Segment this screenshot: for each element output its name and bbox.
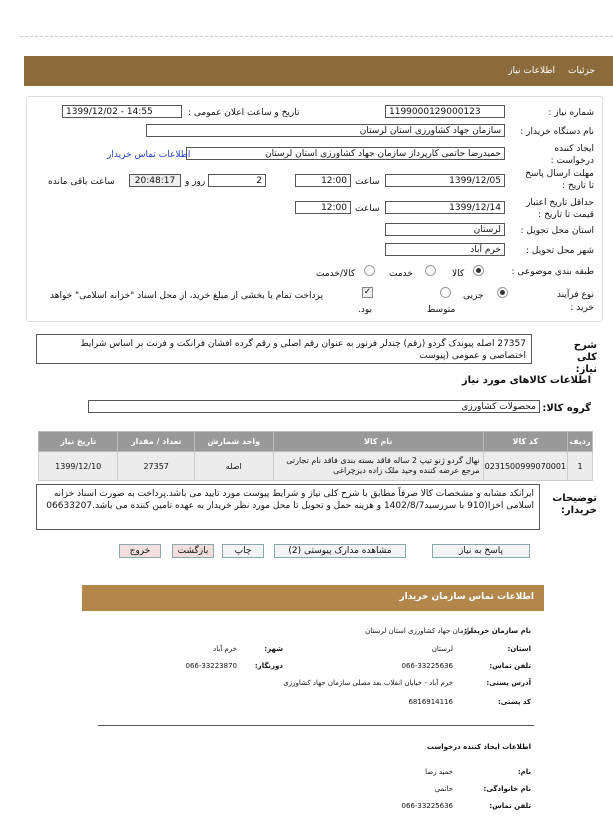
creator-name-label: نام: (517, 768, 531, 776)
creator-label: ایجاد کننده درخواست : (550, 144, 594, 166)
contact-phone-value: 066-33225636 (401, 662, 453, 670)
cell-qty: 27357 (118, 452, 194, 481)
reply-button[interactable]: پاسخ به نیاز (432, 544, 530, 558)
goods-group-field: محصولات کشاورزی (88, 400, 540, 413)
deadline-time-label: ساعت (355, 177, 380, 187)
page-header-bar (24, 56, 613, 86)
category-service-label: خدمت (389, 269, 413, 279)
buyer-contact-link[interactable]: اطلاعات تماس خریدار (107, 150, 191, 160)
creator-field[interactable]: حمیدرضا حاتمی کارپرداز سازمان جهاد کشاورزی استان لرستان (186, 147, 505, 160)
top-divider (20, 36, 613, 37)
cell-name: نهال گردو ژنو تیپ 2 ساله فاقد بسته بندی فاقد نام تجارتی مرجع عرضه کننده وحید ملک زاده دیزچراغی (273, 452, 483, 481)
goods-group-label: گروه کالا: (542, 403, 591, 414)
contact-postal-label: کد پستی: (497, 698, 531, 706)
attachments-button[interactable]: مشاهده مدارک پیوستی (2) (274, 544, 406, 558)
announce-label: تاریخ و ساعت اعلان عمومی : (188, 108, 300, 118)
need-number-field[interactable]: 1199000129000123 (385, 105, 505, 118)
goods-table (38, 431, 593, 481)
contact-postal-value: 6816914116 (408, 698, 453, 706)
breadcrumb-details[interactable]: جزئیات (568, 66, 595, 76)
province-field[interactable]: لرستان (385, 223, 505, 236)
contact-fax-value: 066-33223870 (185, 662, 237, 670)
category-goods-radio[interactable] (473, 265, 484, 276)
category-goods-service-label: کالا/خدمت (316, 269, 356, 279)
deadline-date-field[interactable]: 1399/12/05 (385, 174, 505, 187)
contact-header-title: اطلاعات تماس سازمان خریدار (399, 592, 534, 602)
category-goods-service-radio[interactable] (364, 265, 375, 276)
contact-divider (98, 725, 534, 726)
contact-province-value: لرستان (431, 645, 453, 653)
category-label: طبقه بندی موضوعی : (511, 267, 594, 277)
contact-city-label: شهر: (264, 645, 283, 653)
contact-city-value: خرم آباد (213, 645, 237, 653)
process-medium-label: متوسط (427, 305, 456, 315)
buyer-notes-box: ایرانکد مشابه و مشخصات کالا صرفاً مطابق با شرح کلی نیاز و شرایط پیوست مورد تایید می باشد.پرداخت به صورت اسناد خزانه اسلامی اخزا(910 با سررسید1402/8/7 و هزینه حمل و تحویل تا محل مورد نظر خریدار به عهده تامین کننده می باشد.06633207 (36, 484, 540, 530)
summary-label: شرح کلی نیاز: (573, 340, 597, 375)
contact-address-label: آدرس پستی: (486, 679, 531, 687)
creator-section-title: اطلاعات ایجاد کننده درخواست (426, 743, 531, 751)
announce-field[interactable]: 1399/12/02 - 14:55 (62, 105, 182, 118)
validity-time-field[interactable]: 12:00 (295, 201, 351, 214)
process-medium-radio[interactable] (440, 287, 451, 298)
remaining-label: ساعت باقی مانده (48, 177, 115, 187)
cell-date: 1399/12/10 (39, 452, 118, 481)
city-label: شهر محل تحویل : (525, 246, 594, 256)
cell-code: 0231500999070001 (483, 452, 567, 481)
buyer-org-label: نام دستگاه خریدار : (520, 127, 594, 137)
breadcrumb-need-info[interactable]: اطلاعات نیاز (508, 66, 555, 76)
creator-phone-label: تلفن تماس: (489, 802, 531, 810)
remaining-time-field: 20:48:17 (129, 174, 181, 187)
city-field[interactable]: خرم آباد (385, 243, 505, 256)
province-label: استان محل تحویل : (520, 226, 594, 236)
process-partial-label: جزیی (463, 291, 484, 301)
contact-fax-label: دورنگار: (254, 662, 283, 670)
col-row: ردیف (568, 432, 593, 452)
col-code: کد کالا (483, 432, 567, 452)
goods-section-title: اطلاعات کالاهای مورد نیاز (461, 375, 591, 386)
validity-label: حداقل تاریخ اعتبار قیمت تا تاریخ : (526, 198, 594, 220)
category-goods-label: کالا (452, 269, 465, 279)
payment-note-end: بود. (358, 305, 373, 315)
contact-org-label: نام سازمان خریدار: (463, 627, 531, 635)
validity-time-label: ساعت (355, 204, 380, 214)
summary-box: 27357 اصله پیوندک گردو (رقم) چندلر فرنور به عنوان رقم اصلی و رقم گرده افشان فرانکت و فرنت بر اساس شرایط اختصاصی و عمومی (پیوست (36, 334, 532, 364)
creator-phone-value: 066-33225636 (401, 802, 453, 810)
contact-phone-label: تلفن تماس: (489, 662, 531, 670)
table-row (39, 452, 593, 481)
contact-org-value: سازمان جهاد کشاورزی استان لرستان (365, 627, 475, 635)
need-number-label: شماره نیاز : (548, 108, 594, 118)
deadline-time-field[interactable]: 12:00 (295, 174, 351, 187)
contact-header-bar (82, 585, 544, 611)
cell-unit: اصله (194, 452, 273, 481)
deadline-label: مهلت ارسال پاسخ تا تاریخ : (525, 169, 594, 191)
creator-family-value: حاتمی (434, 785, 453, 793)
category-service-radio[interactable] (425, 265, 436, 276)
print-button[interactable]: چاپ (222, 544, 264, 558)
payment-treasury-checkbox[interactable]: ✓ (363, 287, 372, 297)
contact-address-value: خرم آباد - خیابان انقلاب بعد مصلی سازمان جهاد کشاورزی (283, 679, 453, 687)
days-label: روز و (185, 177, 206, 187)
cell-row: 1 (568, 452, 593, 481)
buyer-org-field[interactable]: سازمان جهاد کشاورزی استان لرستان (146, 124, 505, 137)
col-date: تاریخ نیاز (39, 432, 118, 452)
creator-name-value: حمید رضا (425, 768, 453, 776)
exit-button[interactable]: خروج (119, 544, 161, 558)
process-label: نوع فرآیند خرید : (556, 290, 594, 313)
process-partial-radio[interactable] (497, 287, 508, 298)
creator-family-label: نام خانوادگی: (483, 785, 531, 793)
payment-note: پرداخت تمام یا بخشی از مبلغ خرید، از محل اسناد "خزانه اسلامی" خواهد (50, 291, 323, 301)
contact-province-label: استان: (507, 645, 531, 653)
col-name: نام کالا (273, 432, 483, 452)
col-unit: واحد شمارش (194, 432, 273, 452)
days-field[interactable]: 2 (208, 174, 266, 187)
col-qty: تعداد / مقدار (118, 432, 194, 452)
back-button[interactable]: بازگشت (172, 544, 214, 558)
buyer-notes-label: توضیحات خریدار: (552, 493, 597, 516)
validity-date-field[interactable]: 1399/12/14 (385, 201, 505, 214)
